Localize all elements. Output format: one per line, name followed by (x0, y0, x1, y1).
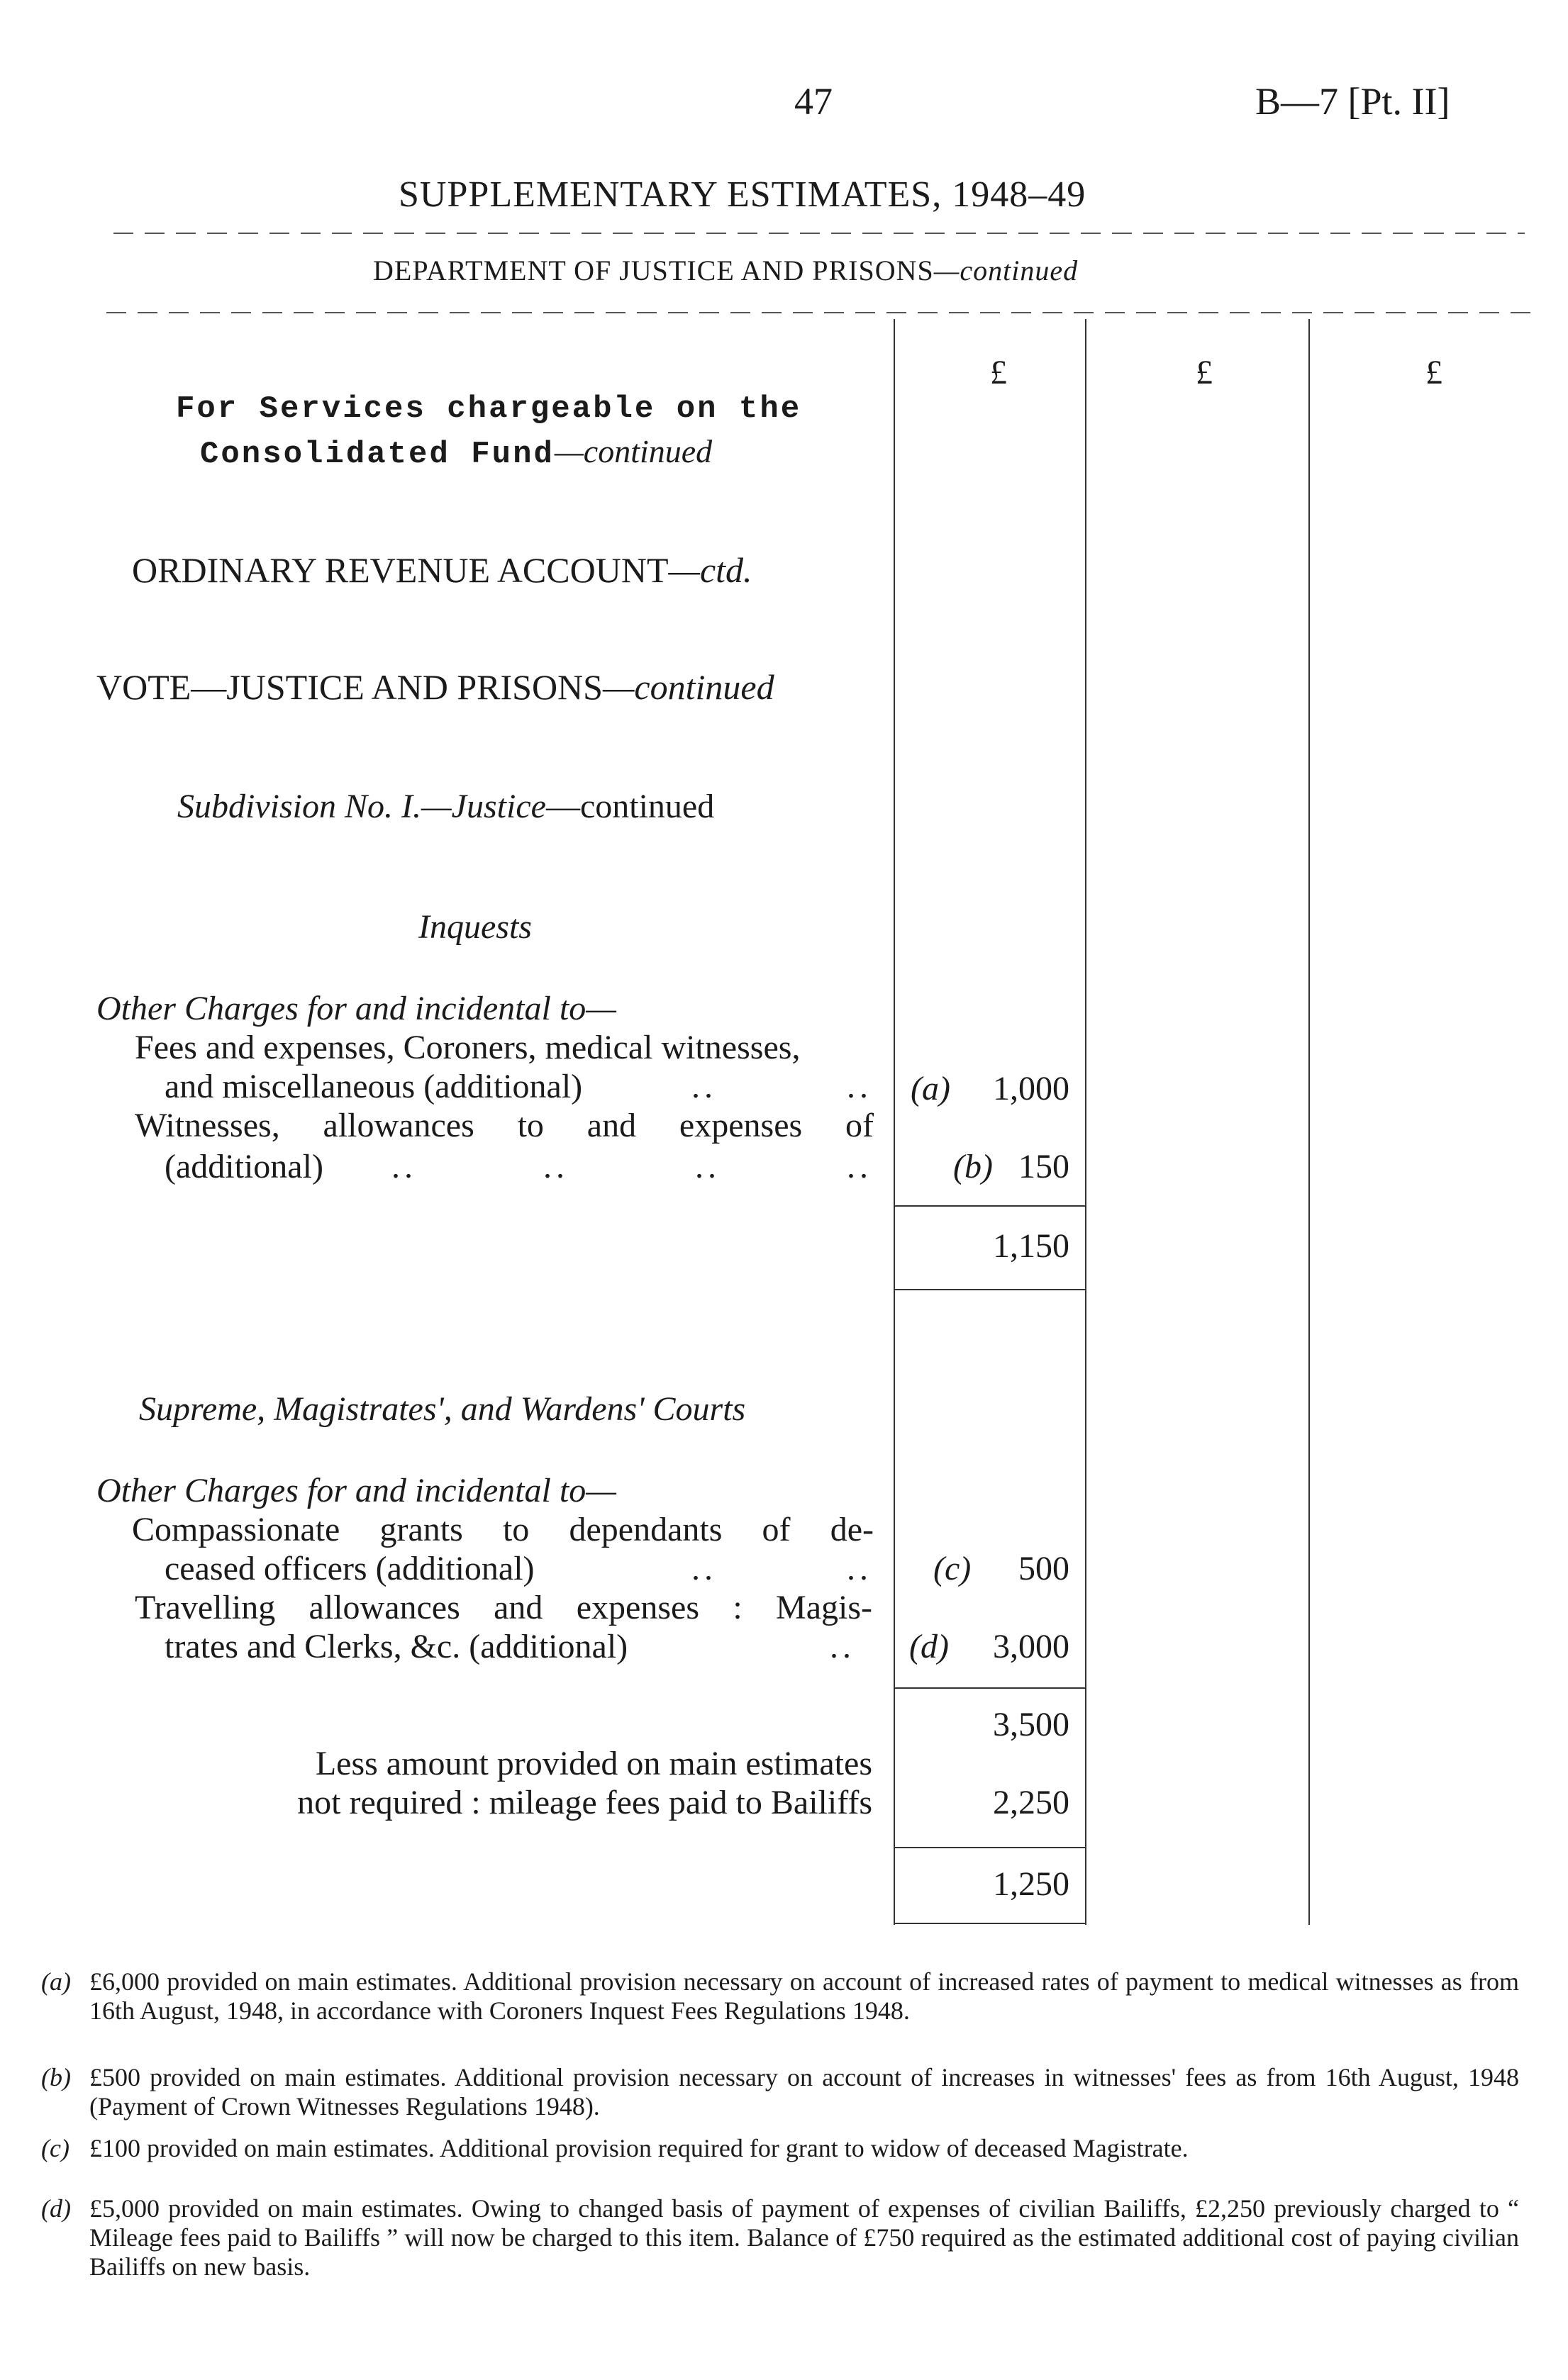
courts-item1-leader: .. .. (691, 1550, 872, 1587)
inquests-item2-leader: .. .. .. .. (391, 1148, 872, 1185)
inquests-item1-ref: (a) (911, 1070, 950, 1107)
inquests-total-rule (895, 1289, 1085, 1290)
column-header-3: £ (1425, 354, 1442, 391)
footnote-a: (a) £6,000 provided on main estimates. Additional provision necessary on account of increased rates of payment to medical witnesses as from 16th August, 1948, in accordance with Coroners Inquest Fees Regulations 1948. (41, 1967, 1519, 2025)
courts-total-rule-bottom (895, 1923, 1085, 1924)
courts-item1-line2: ceased officers (additional) (165, 1550, 535, 1587)
inquests-item2-amount: 150 (1018, 1148, 1069, 1185)
title-divider (113, 233, 1525, 234)
section-heading-line1: For Services chargeable on the (176, 391, 802, 427)
courts-total: 1,250 (993, 1865, 1069, 1903)
inquests-item1-line2: and miscellaneous (additional) (165, 1068, 583, 1105)
column-rule-2 (1085, 319, 1086, 1925)
courts-subtotal: 3,500 (993, 1706, 1069, 1743)
inquests-item2-line1: Witnesses, allowances to and expenses of (135, 1107, 874, 1144)
column-rule-1 (894, 319, 895, 1925)
column-header-2: £ (1196, 354, 1213, 391)
footnote-d: (d) £5,000 provided on main estimates. Owing to changed basis of payment of expenses of civilian Bailiffs, £2,250 previously charged to “ Mileage fees paid to Bailiffs ” will now be charged to this item. Balance of £750 required as the estimated additional cost of paying civilian Bailiffs on new basis. (41, 2194, 1519, 2281)
courts-item2-line2: trates and Clerks, &c. (additional) (165, 1628, 628, 1665)
courts-item2-line1: Travelling allowances and expenses : Magis- (135, 1589, 872, 1626)
courts-less-amount: 2,250 (993, 1784, 1069, 1821)
footnote-c: (c) £100 provided on main estimates. Additional provision required for grant to widow of deceased Magistrate. (41, 2134, 1189, 2162)
inquests-intro: Other Charges for and incidental to— (96, 990, 616, 1027)
courts-item1-amount: 500 (1018, 1550, 1069, 1587)
column-rule-3 (1308, 319, 1310, 1925)
inquests-item1-amount: 1,000 (993, 1070, 1069, 1107)
inquests-item2-line2: (additional) (165, 1148, 323, 1185)
courts-total-rule-top (895, 1847, 1085, 1848)
courts-item2-ref: (d) (909, 1628, 949, 1665)
inquests-title: Inquests (418, 908, 532, 946)
courts-less-line1: Less amount provided on main estimates (315, 1745, 872, 1782)
inquests-total: 1,150 (993, 1227, 1069, 1265)
column-header-1: £ (990, 354, 1007, 391)
account-heading: ORDINARY REVENUE ACCOUNT—ctd. (132, 550, 752, 590)
courts-title: Supreme, Magistrates', and Wardens' Courts (139, 1390, 746, 1428)
footnote-b: (b) £500 provided on main estimates. Additional provision necessary on account of increases in witnesses' fees as from 16th August, 1948 (Payment of Crown Witnesses Regulations 1948). (41, 2063, 1519, 2121)
courts-subtotal-rule (895, 1687, 1085, 1689)
inquests-item2-ref: (b) (953, 1148, 993, 1185)
inquests-item1-leader: .. .. (691, 1068, 872, 1105)
inquests-item1-line1: Fees and expenses, Coroners, medical witnesses, (135, 1029, 801, 1066)
courts-item1-ref: (c) (933, 1550, 972, 1587)
courts-item2-leader: .. (830, 1628, 855, 1665)
subdivision-heading: Subdivision No. I.—Justice—continued (177, 788, 715, 825)
page-title: SUPPLEMENTARY ESTIMATES, 1948–49 (399, 174, 1086, 215)
inquests-sum-rule (895, 1205, 1085, 1207)
page-reference: B—7 [Pt. II] (1255, 80, 1450, 123)
table-top-rule (106, 312, 1532, 313)
courts-less-line2: not required : mileage fees paid to Bailiffs (297, 1784, 872, 1821)
courts-intro: Other Charges for and incidental to— (96, 1472, 616, 1509)
department-heading: DEPARTMENT OF JUSTICE AND PRISONS—continued (373, 255, 1079, 286)
vote-heading: VOTE—JUSTICE AND PRISONS—continued (96, 667, 774, 707)
courts-item2-amount: 3,000 (993, 1628, 1069, 1665)
courts-item1-line1: Compassionate grants to dependants of de- (132, 1511, 874, 1548)
section-heading-line2: Consolidated Fund—continued (200, 433, 713, 472)
page-number: 47 (794, 80, 833, 123)
